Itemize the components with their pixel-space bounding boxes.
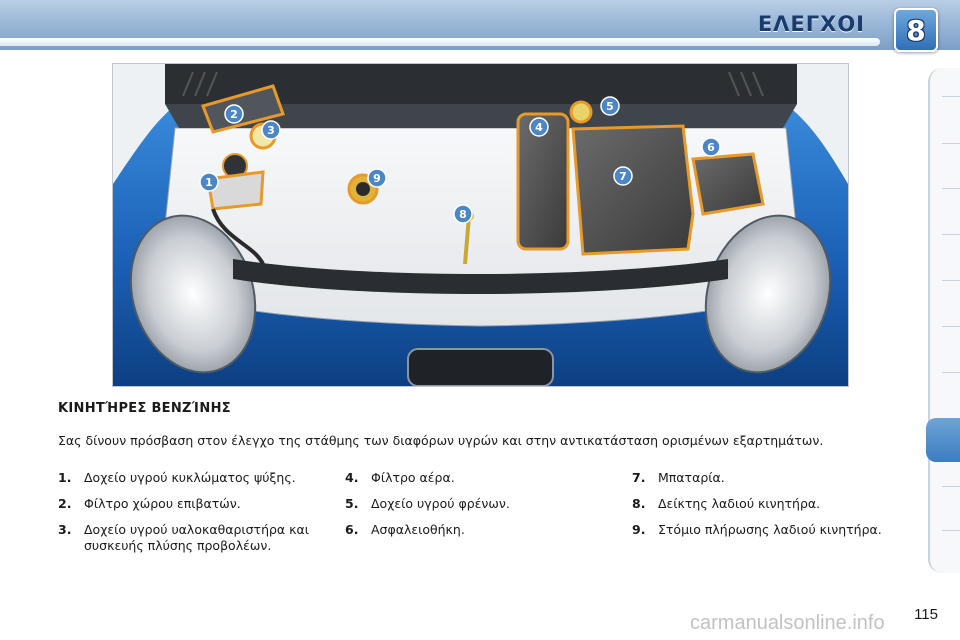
items-column-2 — [345, 470, 595, 548]
callout-2 — [225, 105, 243, 123]
intro-paragraph: Σας δίνουν πρόσβαση στον έλεγχο της στάθμης των διαφόρων υγρών και στην αντικατάσταση ορισμένων εξαρτημάτων. — [58, 433, 824, 448]
list-item — [345, 470, 595, 486]
tab-divider — [942, 486, 960, 487]
item-number: 1. — [58, 470, 72, 485]
svg-text:8: 8 — [459, 208, 467, 221]
item-text: Φίλτρο χώρου επιβατών. — [84, 496, 241, 511]
item-text: Δοχείο υγρού φρένων. — [371, 496, 510, 511]
callout-4 — [530, 118, 548, 136]
item-number: 4. — [345, 470, 359, 485]
callout-5 — [601, 97, 619, 115]
tab-divider — [942, 280, 960, 281]
svg-text:2: 2 — [230, 108, 238, 121]
item-number: 7. — [632, 470, 646, 485]
item-text: Δοχείο υγρού κυκλώματος ψύξης. — [84, 470, 296, 485]
callout-3 — [262, 121, 280, 139]
item-number: 6. — [345, 522, 359, 537]
watermark: carmanualsonline.info — [690, 612, 885, 634]
callout-1 — [200, 173, 218, 191]
item-text: Δοχείο υγρού υαλοκαθαριστήρα και συσκευής πλύσης προβολέων. — [84, 522, 309, 553]
callout-9 — [368, 169, 386, 187]
tab-divider — [942, 372, 960, 373]
svg-text:6: 6 — [707, 141, 715, 154]
item-text: Μπαταρία. — [658, 470, 725, 485]
items-column-3 — [632, 470, 917, 548]
page-number: 115 — [914, 606, 938, 623]
item-text: Ασφαλειοθήκη. — [371, 522, 465, 537]
item-text: Φίλτρο αέρα. — [371, 470, 455, 485]
list-item — [58, 470, 328, 486]
active-chapter-tab — [926, 418, 960, 462]
chapter-title: ΕΛΕΓΧΟΙ — [757, 12, 865, 36]
callout-8 — [454, 205, 472, 223]
callout-7 — [614, 167, 632, 185]
callout-6 — [702, 138, 720, 156]
item-number: 2. — [58, 496, 72, 511]
svg-text:9: 9 — [373, 172, 381, 185]
list-item — [58, 496, 328, 512]
list-item — [58, 522, 328, 554]
item-number: 9. — [632, 522, 646, 537]
svg-text:3: 3 — [267, 124, 275, 137]
item-number: 3. — [58, 522, 72, 537]
tab-divider — [942, 530, 960, 531]
item-text: Στόμιο πλήρωσης λαδιού κινητήρα. — [658, 522, 882, 537]
items-column-1 — [58, 470, 328, 564]
engine-bay-illustration — [113, 64, 848, 386]
svg-text:7: 7 — [619, 170, 627, 183]
tab-divider — [942, 234, 960, 235]
section-title: ΚΙΝΗΤΉΡΕΣ ΒΕΝΖΊΝΗΣ — [58, 401, 231, 416]
tab-divider — [942, 96, 960, 97]
tab-divider — [942, 326, 960, 327]
item-text: Δείκτης λαδιού κινητήρα. — [658, 496, 821, 511]
engine-bay-photo — [112, 63, 849, 387]
chapter-number: 8 — [906, 13, 926, 47]
chapter-tabs — [928, 68, 960, 573]
list-item — [632, 470, 917, 486]
chapter-badge — [894, 8, 938, 52]
list-item — [345, 522, 595, 538]
header-band — [0, 0, 960, 50]
svg-text:4: 4 — [535, 121, 543, 134]
header-stripe — [0, 38, 880, 46]
list-item — [632, 496, 917, 512]
item-number: 8. — [632, 496, 646, 511]
item-number: 5. — [345, 496, 359, 511]
tab-divider — [942, 143, 960, 144]
list-item — [632, 522, 917, 538]
svg-text:5: 5 — [606, 100, 614, 113]
tab-divider — [942, 188, 960, 189]
svg-text:1: 1 — [205, 176, 213, 189]
list-item — [345, 496, 595, 512]
